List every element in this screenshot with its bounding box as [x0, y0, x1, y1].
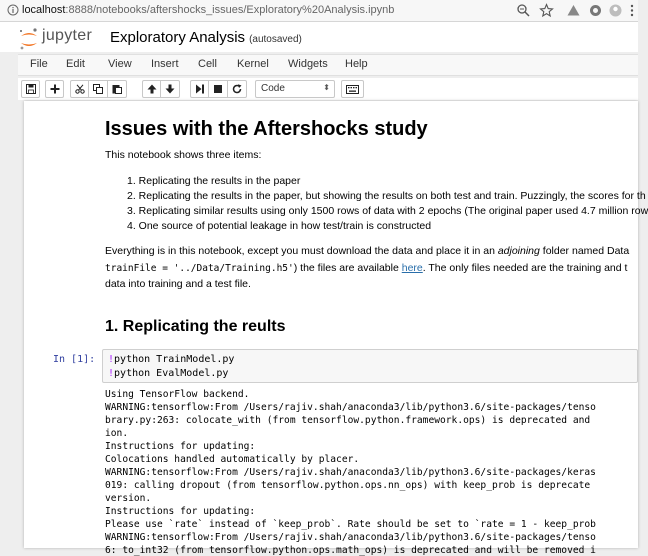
account-icon[interactable] [608, 3, 623, 18]
paragraph-text: folder named Data [539, 245, 630, 257]
paste-button[interactable] [108, 80, 127, 98]
arrow-up-icon [147, 84, 157, 94]
output-line: Instructions for updating: [105, 506, 256, 517]
paragraph-line [105, 262, 627, 274]
extension-icon[interactable] [566, 3, 581, 18]
output-line: Using TensorFlow backend. [105, 389, 250, 400]
inline-code: trainFile = '../Data/Training.h5' [105, 263, 294, 274]
browser-address-bar [0, 0, 638, 22]
menu-cell[interactable]: Cell [198, 58, 217, 70]
paragraph-text: . The only files needed are the training and t [422, 262, 628, 274]
restart-button[interactable] [228, 80, 247, 98]
code-line [108, 368, 228, 379]
list-item: 4. One source of potential leakage in how test/train is constructed [127, 220, 432, 232]
jupyter-header [0, 22, 638, 52]
notebook-title-text: Exploratory Analysis [110, 29, 246, 46]
code-text: python TrainModel.py [114, 354, 235, 365]
cut-button[interactable] [70, 80, 89, 98]
menu-widgets[interactable]: Widgets [288, 58, 328, 70]
stop-icon [213, 84, 223, 94]
cell-type-value: Code [261, 83, 285, 94]
notebook-heading: Issues with the Aftershocks study [105, 118, 428, 140]
star-icon[interactable] [539, 3, 554, 18]
notebook-sheet [24, 101, 648, 556]
command-palette-button[interactable] [341, 80, 364, 98]
paragraph-line [105, 245, 629, 257]
plus-icon [50, 84, 60, 94]
url-host: localhost [22, 4, 66, 16]
copy-button[interactable] [89, 80, 108, 98]
keyboard-icon [346, 85, 359, 94]
list-item: 3. Replicating similar results using only 1500 rows of data with 2 epochs (The original paper used 4.7 million row [127, 205, 648, 217]
restart-icon [232, 84, 242, 94]
notebook-title[interactable] [110, 29, 302, 46]
info-icon[interactable] [7, 4, 19, 16]
insert-cell-button[interactable] [45, 80, 64, 98]
paragraph-text: ) the files are available [293, 262, 402, 274]
code-line [108, 354, 234, 365]
copy-icon [93, 84, 103, 94]
jupyter-logo-icon[interactable] [18, 27, 40, 51]
section-heading: 1. Replicating the reults [105, 318, 286, 335]
paragraph-emphasis: adjoining [497, 245, 540, 257]
cell-type-select[interactable] [255, 80, 335, 98]
zoom-icon[interactable] [516, 3, 531, 18]
move-up-button[interactable] [142, 80, 161, 98]
toolbar [18, 78, 638, 100]
menu-help[interactable]: Help [345, 58, 368, 70]
circle-icon[interactable] [588, 3, 603, 18]
arrow-down-icon [165, 84, 175, 94]
output-line: brary.py:263: colocate_with (from tensorflow.python.framework.ops) is deprecated and [105, 415, 591, 426]
output-line: WARNING:tensorflow:From /Users/rajiv.shah/anaconda3/lib/python3.6/site-packages/tenso [105, 402, 596, 413]
chevron-updown-icon: ⬍ [323, 83, 330, 92]
code-text: python EvalModel.py [114, 368, 229, 379]
save-icon [26, 84, 36, 94]
menu-edit[interactable]: Edit [66, 58, 85, 70]
run-button[interactable] [190, 80, 209, 98]
cut-icon [75, 84, 85, 94]
run-icon [195, 84, 205, 94]
menu-insert[interactable]: Insert [151, 58, 179, 70]
list-item: 1. Replicating the results in the paper [127, 175, 301, 187]
output-line: 6: to_int32 (from tensorflow.python.ops.math_ops) is deprecated and will be removed i [105, 545, 596, 556]
here-link[interactable]: here [401, 262, 423, 274]
notebook-area [0, 101, 648, 556]
intro-text: This notebook shows three items: [105, 149, 262, 161]
autosave-status: (autosaved) [249, 34, 302, 45]
output-line: Colocations handled automatically by placer. [105, 454, 360, 465]
cell-prompt: In [1]: [53, 354, 96, 365]
menu-view[interactable]: View [108, 58, 132, 70]
paragraph-line: data into training and a test file. [105, 278, 251, 290]
url-field[interactable] [22, 4, 394, 16]
list-item: 2. Replicating the results in the paper, but showing the results on both test and train. Puzzingly, the scores for th [127, 190, 646, 202]
save-button[interactable] [21, 80, 40, 98]
menu-bar [18, 54, 638, 76]
output-line: WARNING:tensorflow:From /Users/rajiv.shah/anaconda3/lib/python3.6/site-packages/tenso [105, 532, 596, 543]
shell-bang: ! [108, 354, 115, 365]
move-down-button[interactable] [161, 80, 180, 98]
jupyter-brand[interactable]: jupyter [42, 27, 93, 44]
interrupt-button[interactable] [209, 80, 228, 98]
shell-bang: ! [108, 368, 115, 379]
output-line: version. [105, 493, 152, 504]
menu-icon[interactable] [626, 3, 641, 18]
output-line: 019: calling dropout (from tensorflow.python.ops.nn_ops) with keep_prob is deprecate [105, 480, 591, 491]
menu-kernel[interactable]: Kernel [237, 58, 269, 70]
output-line: Please use `rate` instead of `keep_prob`. Rate should be set to `rate = 1 - keep_prob [105, 519, 596, 530]
output-line: WARNING:tensorflow:From /Users/rajiv.shah/anaconda3/lib/python3.6/site-packages/keras [105, 467, 596, 478]
code-cell-input[interactable] [102, 349, 638, 383]
output-line: ion. [105, 428, 129, 439]
paragraph-text: Everything is in this notebook, except you must download the data and place it in an [105, 245, 498, 257]
paste-icon [112, 84, 122, 94]
menu-file[interactable]: File [30, 58, 48, 70]
output-line: Instructions for updating: [105, 441, 256, 452]
url-path: :8888/notebooks/aftershocks_issues/Exploratory%20Analysis.ipynb [65, 4, 395, 16]
